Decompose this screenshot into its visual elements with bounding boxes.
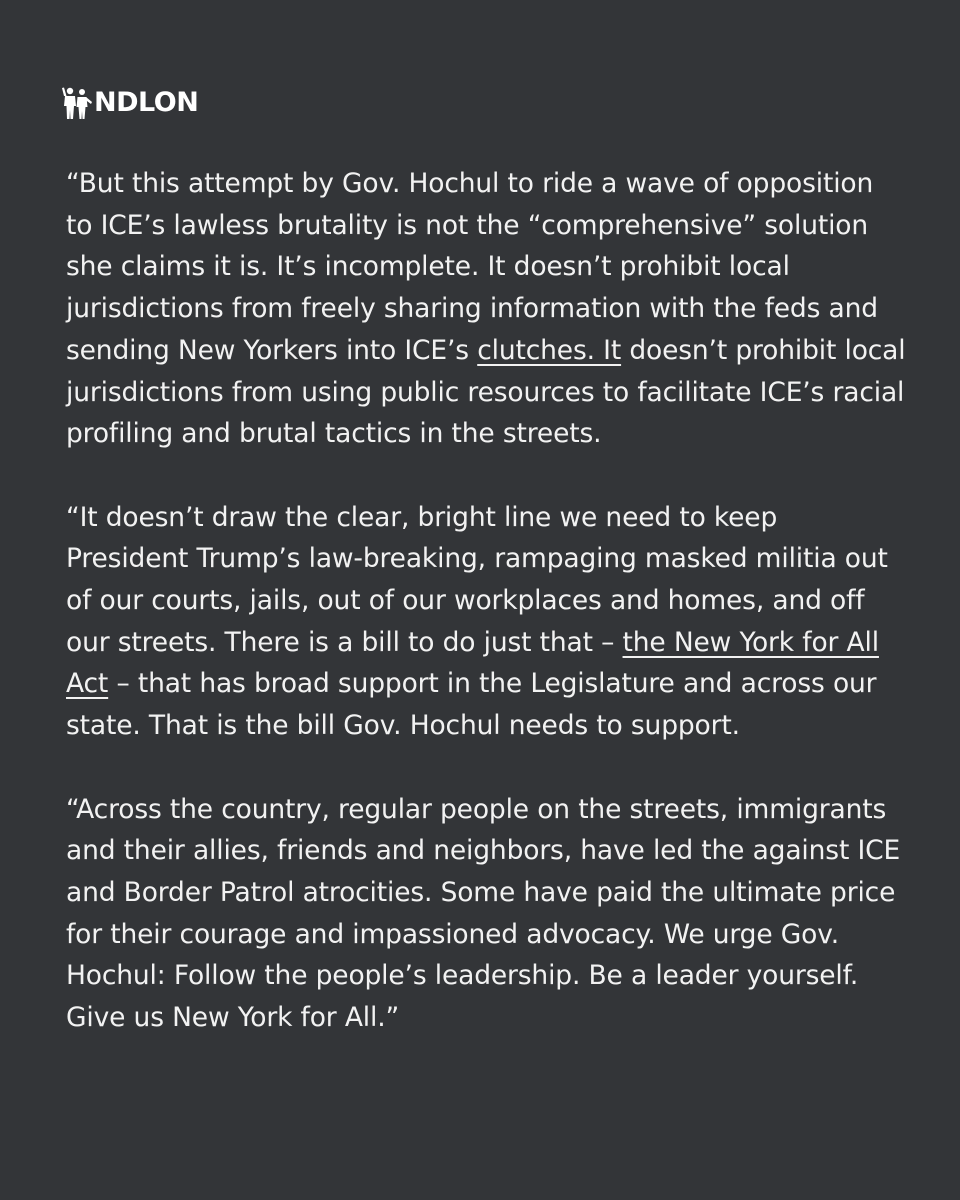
statement-body [66, 163, 906, 1039]
paragraph-2 [66, 497, 906, 747]
people-silhouette-icon [62, 86, 96, 120]
paragraph-3-text: “Across the country, regular people on the streets, immigrants and their allies, friends and neighbors, have led the against ICE and Border Patrol atrocities. Some have paid the ultimate price for their courage and impassioned advocacy. We urge Gov. Hochul: Follow the people’s leadership. Be a leader yourself. Give us New York for All.” [66, 793, 901, 1034]
logo-wordmark: NDLON [94, 87, 199, 118]
new-york-for-all-act-link[interactable]: the New York for All Act [66, 626, 879, 700]
paragraph-1-text-b: doesn’t prohibit local jurisdictions from using public resources to facilitate ICE’s racial profiling and brutal tactics in the streets. [66, 334, 906, 450]
ndlon-logo [62, 86, 198, 120]
paragraph-1 [66, 163, 906, 455]
paragraph-3 [66, 789, 906, 1039]
clutches-link[interactable]: clutches. It [477, 334, 622, 366]
paragraph-1-text-a: “But this attempt by Gov. Hochul to ride a wave of opposition to ICE’s lawless brutality is not the “comprehensive” solution she claims it is. It’s incomplete. It doesn’t prohibit local jurisdictions from freely sharing information with the feds and sending New Yorkers into ICE’s [66, 168, 878, 366]
paragraph-2-text-a: “It doesn’t draw the clear, bright line we need to keep President Trump’s law-breaking, rampaging masked militia out of our courts, jails, out of our workplaces and homes, and off our streets. There is a bill to do just that – [66, 501, 888, 658]
paragraph-2-text-b: – that has broad support in the Legislature and across our state. That is the bill Gov. Hochul needs to support. [66, 668, 877, 742]
